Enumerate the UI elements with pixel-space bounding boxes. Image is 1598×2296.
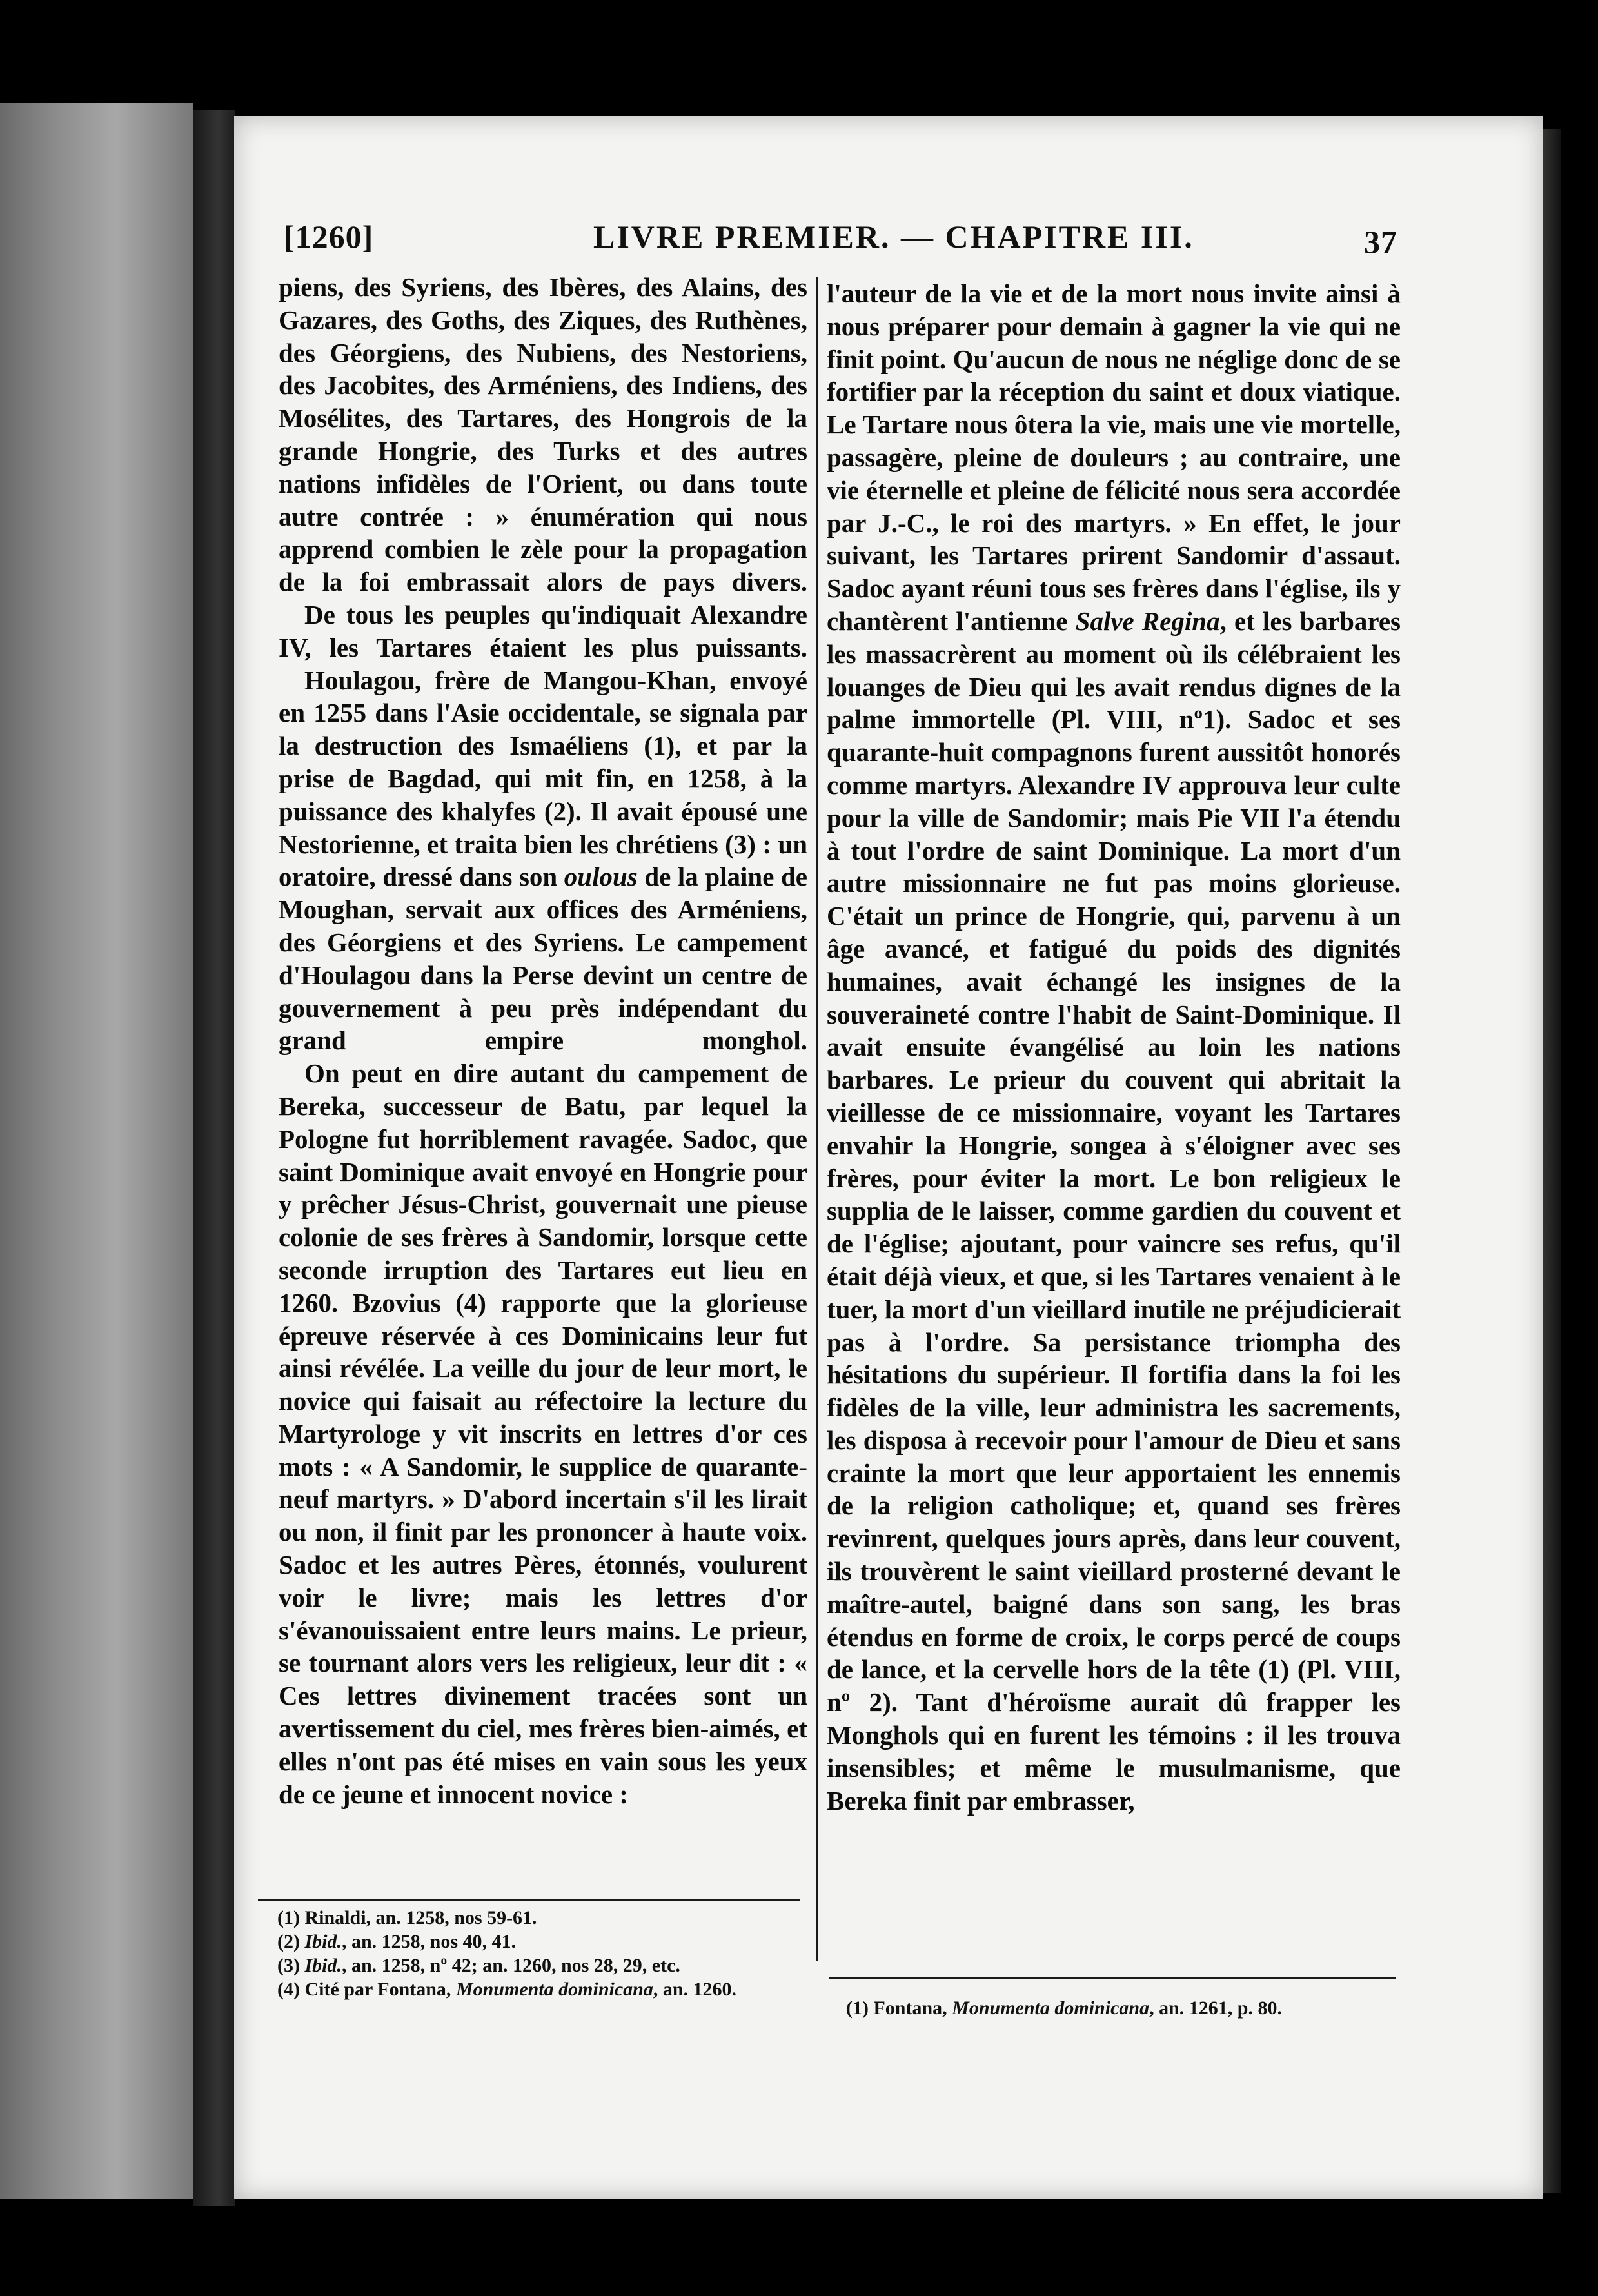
italic-term: oulous (564, 862, 638, 892)
paragraph: On peut en dire autant du campement de Bereka, successeur de Batu, par lequel la Pologne fut horriblement ravagée. Sadoc, que saint Dominique avait envoyé en Hongrie pour y prêcher Jésus-Christ, gouvernait une pieuse colonie de ses frères à Sandomir, lorsque cette seconde irruption des Tartares eut lieu en 1260. Bzovius (4) rapporte que la glorieuse épreuve réservée à ces Dominicains leur fut ainsi révélée. La veille du jour de leur mort, le novice qui faisait au réfectoire la lecture du Martyrologe y vit inscrits en lettres d'or ces mots : « A Sandomir, le supplice de quarante-neuf martyrs. » D'abord incertain s'il les lirait ou non, il finit par les prononcer à haute voix. Sadoc et les autres Pères, étonnés, voulurent voir le livre; mais les lettres d'or s'évanouissaient entre leurs mains. Le prieur, se tournant alors vers les religieux, leur dit : « Ces lettres divinement tracées sont un avertissement du ciel, mes frères bien-aimés, et elles n'ont pas été mises en vain sous les yeux de ce jeune et innocent novice : (279, 1058, 807, 1809)
italic-term: Salve Regina (1075, 606, 1220, 636)
footnotes-left (277, 1906, 806, 2001)
book-gutter (193, 110, 235, 2206)
footnote: (2) Ibid., an. 1258, nos 40, 41. (277, 1931, 517, 1952)
paragraph: piens, des Syriens, des Ibères, des Alains, des Gazares, des Goths, des Ziques, des Ruthènes, des Géorgiens, des Nubiens, des Nestoriens, des Jacobites, des Arméniens, des Indiens, des Mosélites, des Tartares, des Hongrois de la grande Hongrie, des Turks et des autres nations infidèles de l'Orient, ou dans toute autre contrée : » énumération qui nous apprend combien le zèle pour la propagation de la foi embrassait alors de pays divers. (279, 272, 807, 597)
column-divider (816, 277, 818, 1961)
paragraph: Houlagou, frère de Mangou-Khan, envoyé en 1255 dans l'Asie occidentale, se signala par la destruction des Ismaéliens (1), et par la prise de Bagdad, qui mit fin, en 1258, à la puissance des khalyfes (2). Il avait épousé une Nestorienne, et traita bien les chrétiens (3) : un oratoire, dressé dans son oulous de la plaine de Moughan, servait aux offices des Arméniens, des Géorgiens et des Syriens. Le campement d'Houlagou dans la Perse devint un centre de gouvernement à peu près indépendant du grand empire monghol. (279, 665, 807, 1056)
footnote-rule (258, 1899, 800, 1901)
header-date-bracket: [1260] (284, 219, 374, 255)
footnote-rule (829, 1977, 1396, 1979)
running-header (284, 218, 1399, 263)
page-number: 37 (1364, 224, 1397, 260)
footnotes-right (846, 1996, 1401, 2020)
footnote: (1) Rinaldi, an. 1258, nos 59-61. (277, 1907, 537, 1928)
running-title: LIVRE PREMIER. — CHAPITRE III. (593, 219, 1194, 255)
paragraph: l'auteur de la vie et de la mort nous invite ainsi à nous préparer pour demain à gagner la vie qui ne finit point. Qu'aucun de nous ne néglige donc de se fortifier par la réception du saint et doux viatique. Le Tartare nous ôtera la vie, mais une vie mortelle, passagère, pleine de douleurs ; au contraire, une vie éternelle et pleine de félicité nous sera accordée par J.-C., le roi des martyrs. » En effet, le jour suivant, les Tartares prirent Sandomir d'assaut. Sadoc ayant réuni tous ses frères dans l'église, ils y chantèrent l'antienne Salve Regina, et les barbares les massacrèrent au moment où ils célébraient les louanges de Dieu qui les avait rendus dignes de la palme immortelle (Pl. VIII, nº1). Sadoc et ses quarante-huit compagnons furent aussitôt honorés comme martyrs. Alexandre IV approuva leur culte pour la ville de Sandomir; mais Pie VII l'a étendu à tout l'ordre de saint Dominique. La mort d'un autre missionnaire ne fut pas moins glorieuse. C'était un prince de Hongrie, qui, parvenu à un âge avancé, et fatigué du poids des dignités humaines, avait échangé les insignes de la souveraineté contre l'habit de Saint-Dominique. Il avait ensuite évangélisé au loin les nations barbares. Le prieur du couvent qui abritait la vieillesse de ce missionnaire, voyant les Tartares envahir la Hongrie, songea à s'éloigner avec ses frères, pour éviter la mort. Le bon religieux le supplia de le laisser, comme gardien du couvent et de l'église; ajoutant, pour vaincre ses refus, qu'il était déjà vieux, et que, si les Tartares venaient à le tuer, la mort d'un vieillard inutile ne préjudicierait pas à l'ordre. Sa persistance triompha des hésitations du supérieur. Il fortifia dans la foi les fidèles de la ville, leur administra les sacrements, les disposa à recevoir pour l'amour de Dieu et sans crainte la mort que leur apportaient les ennemis de la religion catholique; et, quand ses frères revinrent, quelques jours après, dans leur couvent, ils trouvèrent le saint vieillard prosterné devant le maître-autel, baigné dans son sang, les bras étendus en forme de croix, le corps percé de coups de lance, et la cervelle hors de la tête (1) (Pl. VIII, nº 2). Tant d'héroïsme aurait dû frapper les Monghols qui en furent les témoins : il les trouva insensibles; et même le musulmanisme, que Bereka finit par embrasser, (827, 279, 1401, 1816)
adjacent-page-edge (0, 103, 193, 2199)
left-column (279, 271, 807, 1810)
right-column (827, 277, 1401, 1817)
footnote: (3) Ibid., an. 1258, nº 42; an. 1260, nos 28, 29, etc. (277, 1955, 680, 1976)
page-right-shadow (1543, 129, 1561, 2193)
footnote: (1) Fontana, Monumenta dominicana, an. 1261, p. 80. (846, 1997, 1282, 2019)
paragraph: De tous les peuples qu'indiquait Alexandre IV, les Tartares étaient les plus puissants. (279, 599, 807, 662)
footnote: (4) Cité par Fontana, Monumenta dominicana, an. 1260. (277, 1979, 737, 2000)
